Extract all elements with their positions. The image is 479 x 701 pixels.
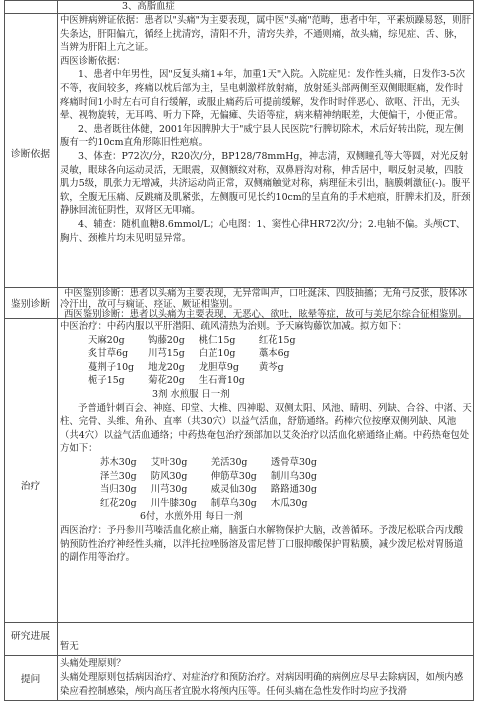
- herb-item: 木瓜30g: [270, 497, 308, 509]
- compress-dosage: 6付，水煎外用 每日一剂: [140, 511, 243, 523]
- herb-item: 钩藤20g: [148, 334, 185, 346]
- tcm-treatment-intro: 中医治疗：中药内服以平肝潜阳、疏风清热为治则。予天麻钩藤饮加减。拟方如下：: [60, 321, 407, 332]
- western-differential: 西医鉴别诊断：患者以头痛为主要表现，无恶心、欲吐，眩晕等症，故可与美尼尔综合征相鉴别。: [64, 309, 468, 320]
- diagnosis-point-3: 3、体查：P72次/分，R20次/分，BP128/78mmHg，神志清，双侧瞳孔等大等圆，对光反射灵敏，眼球各向运动灵活，无眼震，双侧额纹对称，双鼻唇沟对称，伸舌居中，咽反射灵敏，四肢肌力5级，肌张力无增减，共济运动尚正常，双侧痛触觉对称，病理征未引出，脑膜刺激征(-)。腹平软，全腹无压痛、反跳痛及肌紧张，左侧腹可见长约10cm的呈直角的手术疤痕，肝脾未扪及，肝颈静脉回流征阴性，双肾区无叩痛。: [60, 150, 471, 217]
- herb-item: 防风30g: [150, 470, 188, 482]
- herb-item: 红花20g: [100, 497, 137, 509]
- differential-content: [60, 289, 472, 321]
- treatment-label: 治疗: [20, 481, 41, 492]
- herb-item: 制川乌30g: [270, 470, 317, 482]
- tcm-differential: 中医鉴别诊断：患者以头痛为主要表现，无异常叫声，口吐涎沫、四肢抽搐；无角弓反张，肢体冰冷汗出，故可与痫证、痉证、厥证相鉴别。: [60, 288, 468, 310]
- herb-item: 天麻20g: [88, 334, 125, 346]
- differential-label: 鉴别诊断: [10, 299, 51, 310]
- question-text: 头痛处理原则？: [60, 658, 126, 669]
- herb-item: 川芎15g: [148, 348, 185, 360]
- herb-item: 伸筋草30g: [210, 470, 257, 482]
- herb-item: 威灵仙30g: [210, 484, 257, 496]
- table-divider-5: [4, 655, 474, 656]
- western-treatment: 西医治疗：予丹参川芎嗪活血化瘀止痛，脑蛋白水解物保护大脑，改善循环。予泼尼松联合丙戊酸钠预防性治疗神经性头痛，以泮托拉唑肠溶及雷尼替丁口服抑酸保护胃粘膜，减少泼尼松对胃肠道的副作用等治疗。: [60, 524, 464, 564]
- herb-item: 生石膏10g: [198, 375, 245, 387]
- table-border-right: [473, 0, 474, 701]
- herb-item: 路路通30g: [270, 484, 317, 496]
- herb-item: 制草乌30g: [210, 497, 257, 509]
- research-label: 研究进展: [10, 631, 51, 642]
- herb-item: 地龙20g: [148, 361, 185, 373]
- herb-item: 菊花20g: [148, 375, 185, 387]
- herb-item: 泽兰30g: [100, 470, 137, 482]
- oral-dosage: 3剂 水煎服 日一剂: [152, 388, 230, 400]
- treatment-content: [60, 320, 472, 565]
- herb-list-compress: [60, 456, 472, 510]
- diagnosis-point-1: 1、患者中年男性，因"反复头痛1+年，加重1天"入院。入院症见：发作性头痛，日发作3-5次不等，夜间较多，疼痛以枕后部为主，呈电刺激样放射痛，放射延头部两侧至双侧眼眶痛，发作时疼痛时间1小时左右可自行缓解，或服止痛药后可提前缓解，发作时时伴恶心、欲呕、汗出，无头晕、视物旋转，无耳鸣、听力下降，无偏瘫、失语等症，病来精神纳眠差，大便偏干，小便正常。: [60, 69, 465, 122]
- herb-item: 蔓荆子10g: [88, 361, 135, 373]
- herb-item: 炙甘草6g: [88, 348, 129, 360]
- answer-text: 头痛处理原则包括病因治疗、对症治疗和预防治疗。对病因明确的病例应尽早去除病因，如颅内感染应看控制感染，颅内高压者宜脱水将颅内压等。任何头痛在急性发作时均应予找滑: [60, 672, 464, 697]
- herb-item: 艾叶30g: [150, 456, 188, 468]
- herb-item: 透骨草30g: [270, 456, 317, 468]
- top-row-item: [60, 0, 479, 14]
- diagnosis-point-2: 2、患者既往体健，2001年因脾肿大于"威宁县人民医院"行脾切除术，术后好转出院，现左侧腹有一约10cm直角形陈旧性疤痕。: [60, 123, 464, 149]
- research-content: [60, 640, 472, 654]
- table-border-left: [4, 0, 5, 701]
- herb-item: 栀子15g: [88, 375, 125, 387]
- herb-item: 川芎30g: [150, 484, 188, 496]
- herb-item: 桃仁15g: [198, 334, 236, 346]
- herb-item: 白芷10g: [198, 348, 236, 360]
- herb-item: 红花15g: [258, 334, 296, 346]
- table-divider-4: [4, 622, 474, 623]
- herb-item: 川牛膝30g: [150, 497, 197, 509]
- herb-item: 羌活30g: [210, 456, 248, 468]
- tcm-diagnosis-basis: 中医辨病辨证依据：患者以"头痛"为主要表现，属中医"头痛"范畴，患者中年，平素烦躁易怒，则肝失条达，肝阳偏亢，循经上扰清窍，清阳不升，清窍失养，不通则痛，故头痛，综见症、舌、脉，当辨为肝阳上亢之证。: [60, 15, 472, 54]
- acupuncture-treatment: 予普通针刺百会、神庭、印堂、大椎、四神聪、双侧太阳、风池、睛明、列缺、合谷、中渚、天柱、完骨、头维、角孙、直率（共30穴）以益气活血，舒筋通络。药棒穴位按摩双侧列缺、风池（共4穴）以益气活血通络；中药热奄包治疗颈部加以艾灸治疗以活血化瘀通络止痛。中药热奄包处方如下：: [60, 402, 472, 455]
- herb-item: 藁本6g: [258, 348, 290, 360]
- diagnosis-label: 诊断依据: [10, 149, 51, 160]
- diagnosis-content: [60, 14, 472, 245]
- western-diagnosis-title: 西医诊断依据：: [60, 55, 126, 67]
- herb-list-oral: [60, 334, 472, 388]
- herb-item: 当归30g: [100, 484, 137, 496]
- herb-item: 龙胆草9g: [198, 361, 239, 373]
- diagnosis-point-4: 4、辅查：随机血糖8.6mmol/L；心电图：1、窦性心律HR72次/分；2.电轴不偏。头颅CT、胸片、颈椎片均未见明显异常。: [60, 218, 466, 244]
- herb-item: 黄芩g: [258, 361, 284, 373]
- diagnosis-item-text: 3、高脂血症: [122, 1, 175, 12]
- question-content: [60, 657, 472, 699]
- herb-item: 苏木30g: [100, 456, 137, 468]
- question-label: 提问: [20, 674, 41, 685]
- table-column-divider: [57, 0, 58, 701]
- research-text: 暂无: [60, 641, 79, 652]
